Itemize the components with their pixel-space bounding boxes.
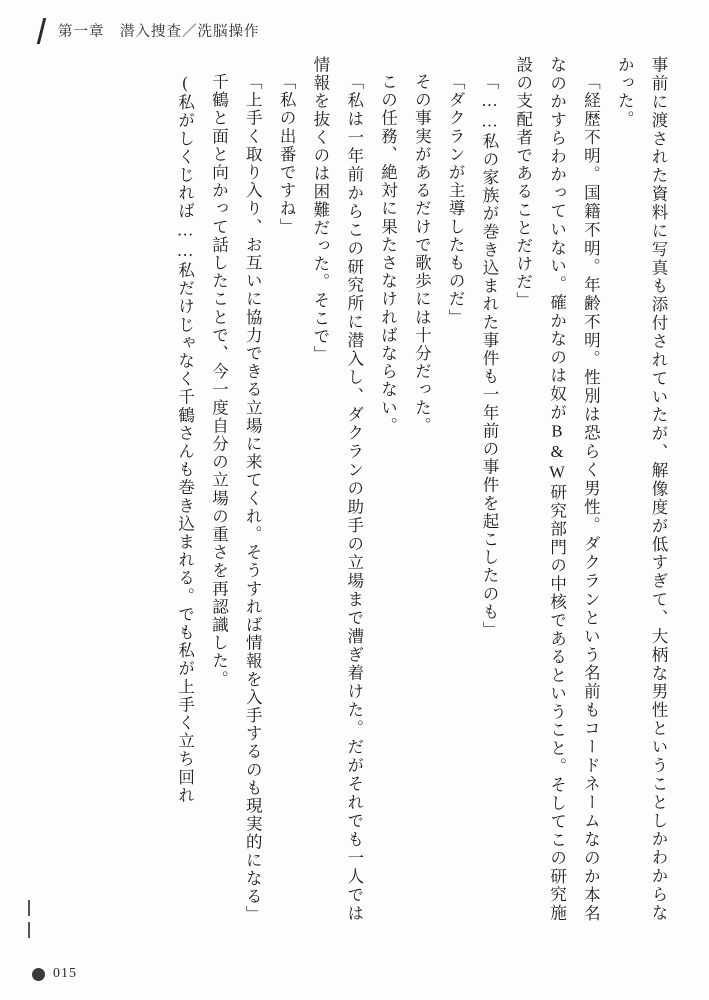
header-rule xyxy=(37,18,46,44)
body-text xyxy=(44,56,675,922)
page-number: 015 xyxy=(53,966,77,981)
binding-marks xyxy=(22,900,38,948)
paragraph: 「経歴不明。国籍不明。年齢不明。性別は恐らく男性。ダクランという名前もコードネームなのか本名なのかすらわかっていない。確かなのは奴がB&W研究部門の中核であるということ。そしてこの研究施設の支配者であることだけだ」 xyxy=(513,56,601,922)
paragraph: 「私は一年前からこの研究所に潜入し、ダクランの助手の立場まで漕ぎ着けた。だがそれでも一人では情報を抜くのは困難だった。そこで」 xyxy=(310,56,364,922)
page-header xyxy=(40,18,675,44)
paragraph: (私がしくじれば……私だけじゃなく千鶴さんも巻き込まれる。でも私が上手く立ち回れ xyxy=(175,72,195,804)
paragraph: 「上手く取り入り、お互いに協力できる立場に来てくれ。そうすれば情報を入手するのも現実的になる」 xyxy=(243,72,263,924)
paragraph: 「……私の家族が巻き込まれた事件も一年前の事件を起こしたのも」 xyxy=(479,72,499,639)
paragraph: その事実があるだけで歌歩には十分だった。 xyxy=(412,72,432,435)
paragraph: 「ダクランが主導したものだ」 xyxy=(446,72,466,326)
paragraph: 千鶴と面と向かって話したことで、今一度自分の立場の重さを再認識した。 xyxy=(209,72,229,688)
folio-dot-icon xyxy=(32,968,45,981)
paragraph: 「私の出番ですね」 xyxy=(277,72,297,236)
paragraph: 事前に渡された資料に写真も添付されていたが、解像度が低すぎて、大柄な男性ということしかわからなかった。 xyxy=(615,56,668,922)
page-footer xyxy=(32,966,77,982)
paragraph: この任務、絶対に果たさなければならない。 xyxy=(378,72,398,435)
running-head: 第一章 潜入捜査／洗脳操作 xyxy=(58,24,260,40)
